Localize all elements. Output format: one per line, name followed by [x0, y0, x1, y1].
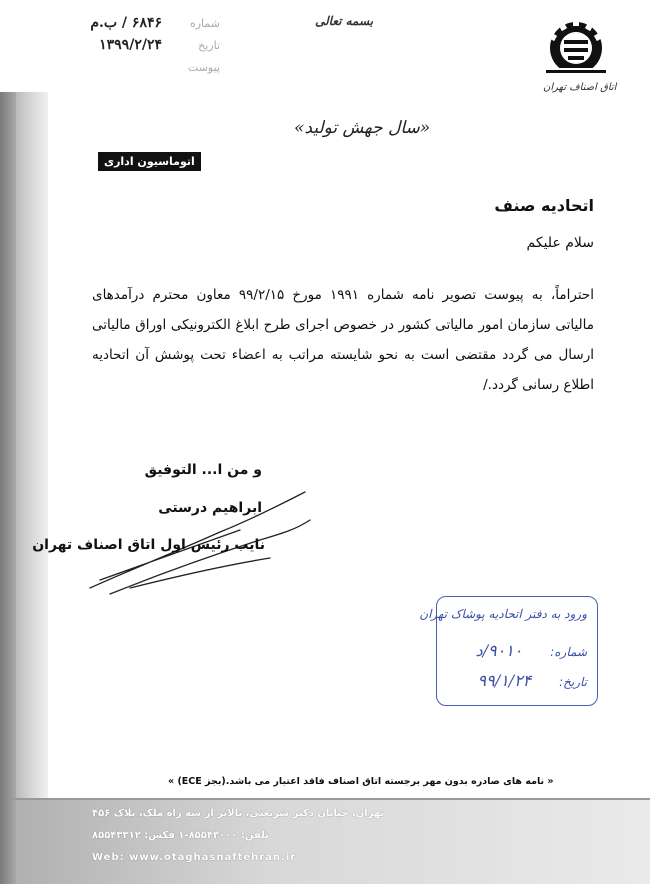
footer-website: Web: www.otaghasnaftehran.ir — [92, 852, 297, 863]
header-meta — [60, 12, 220, 78]
attachment-label: پیوست — [187, 60, 220, 74]
number-value: ۶۸۴۶ / ب.م — [90, 15, 162, 31]
logo-caption: اتاق اصناف تهران — [543, 82, 617, 93]
stamp-number — [476, 641, 588, 660]
stamp-date — [478, 671, 588, 690]
stamp-date-value: ۹۹/۱/۲۴ — [477, 671, 532, 690]
receipt-stamp — [419, 596, 598, 706]
date-label: تاریخ — [198, 38, 220, 52]
bismillah: بسمه تعالی — [315, 14, 374, 28]
stamp-number-value: ۹۰۱۰/د — [475, 641, 523, 660]
department-tag: اتوماسیون اداری — [98, 152, 201, 171]
validity-footnote: « نامه های صادره بدون مهر برجسته اتاق اصناف فاقد اعتبار می باشد.(بجز ECE) » — [168, 776, 554, 787]
footer-divider — [10, 798, 650, 800]
letter-body: احتراماً، به پیوست تصویر نامه شماره ۱۹۹۱ مورخ ۹۹/۲/۱۵ معاون محترم درآمدهای مالیاتی سازمان امور مالیاتی کشور در خصوص اجرای طرح ابلاغ الکترونیکی اوراق مالیاتی ارسال می گردد مقتضی است به نحو شایسته مراتب به اعضاء تحت پوشش آن اتحادیه اطلاع رسانی گردد./ — [92, 287, 594, 393]
footer-address: تهران، خیابان دکتر شریعتی، بالاتر از سه راه ملک، پلاک ۴۵۶ — [92, 808, 385, 819]
signer-name: ابراهیم درستی — [158, 500, 262, 516]
meta-date-row — [60, 34, 220, 56]
greeting: سلام علیکم — [526, 235, 594, 251]
recipient: اتحادیه صنف — [494, 196, 594, 215]
closing-phrase: و من ا... التوفیق — [144, 462, 262, 478]
footer-phones: تلفن: ۸۵۵۴۳۰۰۰-۱ فکس: ۸۵۵۴۳۳۱۲ — [92, 830, 269, 841]
side-band-edge — [0, 92, 16, 884]
signer-title: نایب رئیس اول اتاق اصناف تهران — [32, 537, 265, 553]
stamp-number-label: شماره: — [550, 645, 587, 659]
meta-number-row — [60, 12, 220, 34]
number-label: شماره — [189, 16, 220, 30]
stamp-title: ورود به دفتر اتحادیه پوشاک تهران — [419, 607, 587, 621]
stamp-date-label: تاریخ: — [559, 675, 587, 689]
meta-attachment-row — [60, 56, 220, 78]
motto: «سال جهش تولید» — [294, 118, 431, 138]
date-value: ۱۳۹۹/۲/۲۴ — [99, 37, 162, 53]
